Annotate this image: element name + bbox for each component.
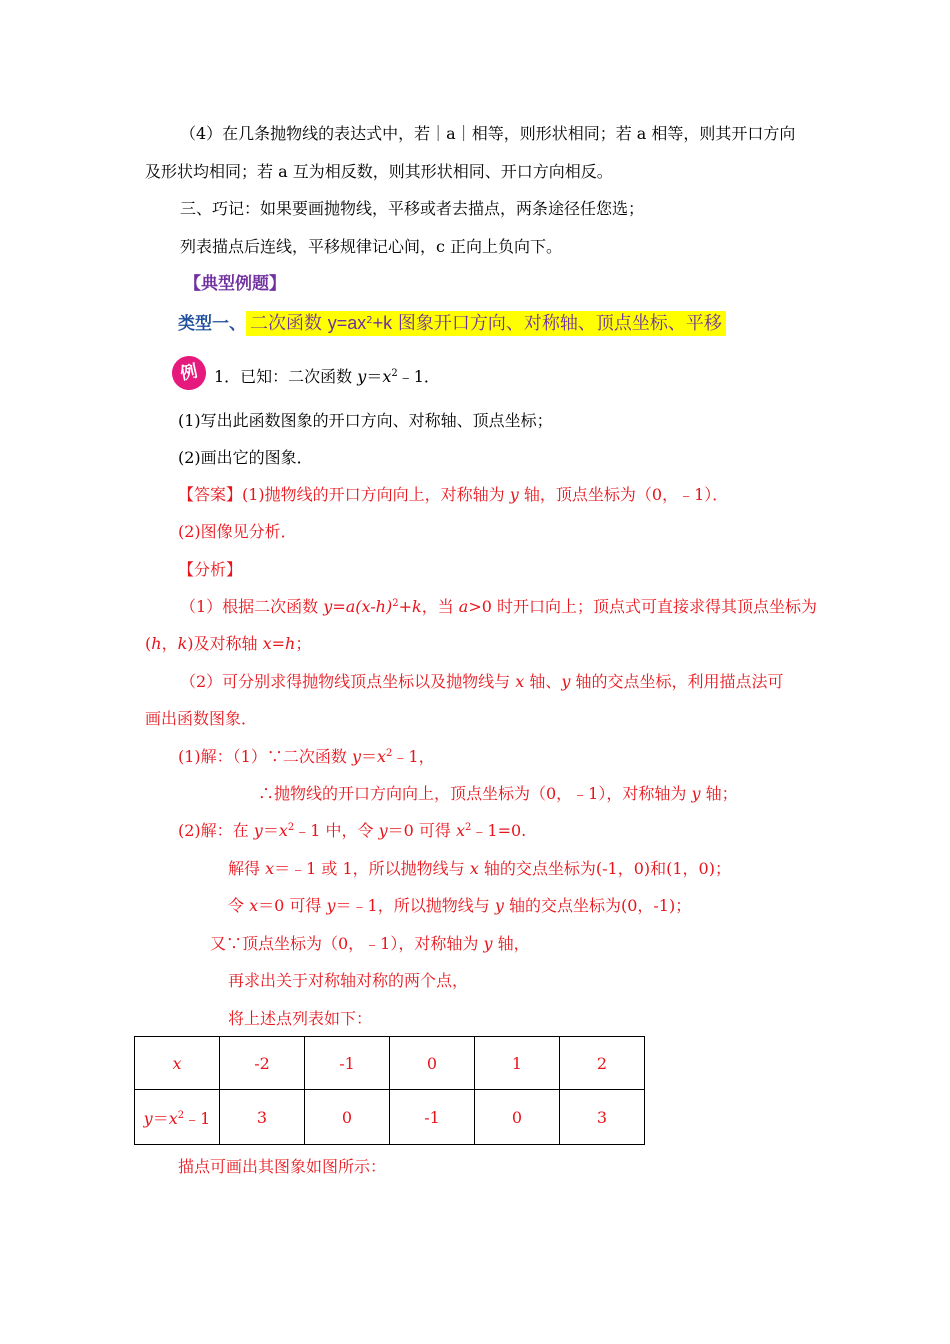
table-header-y: $y=x^2﹣1$	[135, 1090, 220, 1145]
answer-line2: (2)图像见分析．	[178, 522, 297, 541]
question-2: (2)画出它的图象．	[178, 448, 313, 467]
solution2-line2: 解得 x＝﹣1 或 1，所以抛物线与 x 轴的交点坐标为(-1，0)和(1，0)；	[228, 859, 731, 878]
analysis-line4: 画出函数图象．	[145, 709, 258, 728]
table-cell: -1	[390, 1090, 475, 1145]
table-cell: 0	[475, 1090, 560, 1145]
table-cell: 0	[305, 1090, 390, 1145]
table-row	[135, 1037, 645, 1090]
solution1-line1: (1)解：（1）∵二次函数 $y=x^2﹣1$，	[178, 747, 435, 766]
analysis-heading: 【分析】	[178, 560, 243, 579]
analysis-line2: (h，k)及对称轴 x=h；	[145, 634, 312, 653]
table-cell: 3	[560, 1090, 645, 1145]
value-table	[134, 1036, 645, 1145]
table-header-x: x	[135, 1037, 220, 1090]
type-label: 类型一、	[178, 314, 246, 334]
analysis-line1: （1）根据二次函数 $y=a(x-h)^2+k$，当 a>0 时开口向上；顶点式可直接求得其顶点坐标为	[180, 597, 818, 616]
solution1-line2: ∴抛物线的开口方向向上，顶点坐标为（0，﹣1），对称轴为 y 轴；	[258, 784, 738, 803]
example-icon: 例	[169, 353, 209, 393]
table-cell: -1	[305, 1037, 390, 1090]
closing-line: 描点可画出其图象如图所示：	[178, 1157, 387, 1176]
tip-line2: 列表描点后连线，平移规律记心间，c 正向上负向下。	[180, 237, 563, 256]
question-intro: 1．已知：二次函数 $y=x^2﹣1$．	[214, 367, 440, 386]
table-cell: 2	[560, 1037, 645, 1090]
solution2-line3: 令 x＝0 可得 y＝﹣1，所以抛物线与 y 轴的交点坐标为(0，-1)；	[228, 896, 692, 915]
answer-line1: 【答案】(1)抛物线的开口方向向上，对称轴为 y 轴，顶点坐标为（0，﹣1）．	[178, 485, 729, 504]
solution2-line5: 再求出关于对称轴对称的两个点，	[228, 971, 469, 990]
solution2-line1: (2)解：在 $y=x^2﹣1$ 中，令 y＝0 可得 $x^2﹣1=0$.	[178, 821, 527, 840]
rule-4-line1: （4）在几条抛物线的表达式中，若｜a｜相等，则形状相同；若 a 相等，则其开口方向	[180, 124, 796, 143]
rule-4-line2: 及形状均相同；若 a 互为相反数，则其形状相同、开口方向相反。	[145, 162, 613, 181]
table-cell: 3	[220, 1090, 305, 1145]
question-1: (1)写出此函数图象的开口方向、对称轴、顶点坐标；	[178, 411, 553, 430]
section-heading: 【典型例题】	[184, 274, 286, 294]
table-row	[135, 1090, 645, 1145]
table-cell: 1	[475, 1037, 560, 1090]
type-title: 二次函数 $y=ax^2+k$ 图象开口方向、对称轴、顶点坐标、平移	[246, 311, 726, 336]
tip-line1: 三、巧记：如果要画抛物线，平移或者去描点，两条途径任您选；	[180, 199, 645, 218]
table-cell: 0	[390, 1037, 475, 1090]
analysis-line3: （2）可分别求得抛物线顶点坐标以及抛物线与 x 轴、y 轴的交点坐标，利用描点法可	[180, 672, 784, 691]
solution2-line6: 将上述点列表如下：	[228, 1009, 373, 1028]
table-cell: -2	[220, 1037, 305, 1090]
solution2-line4: 又∵顶点坐标为（0，﹣1），对称轴为 y 轴，	[210, 934, 530, 953]
type-heading	[178, 312, 726, 335]
